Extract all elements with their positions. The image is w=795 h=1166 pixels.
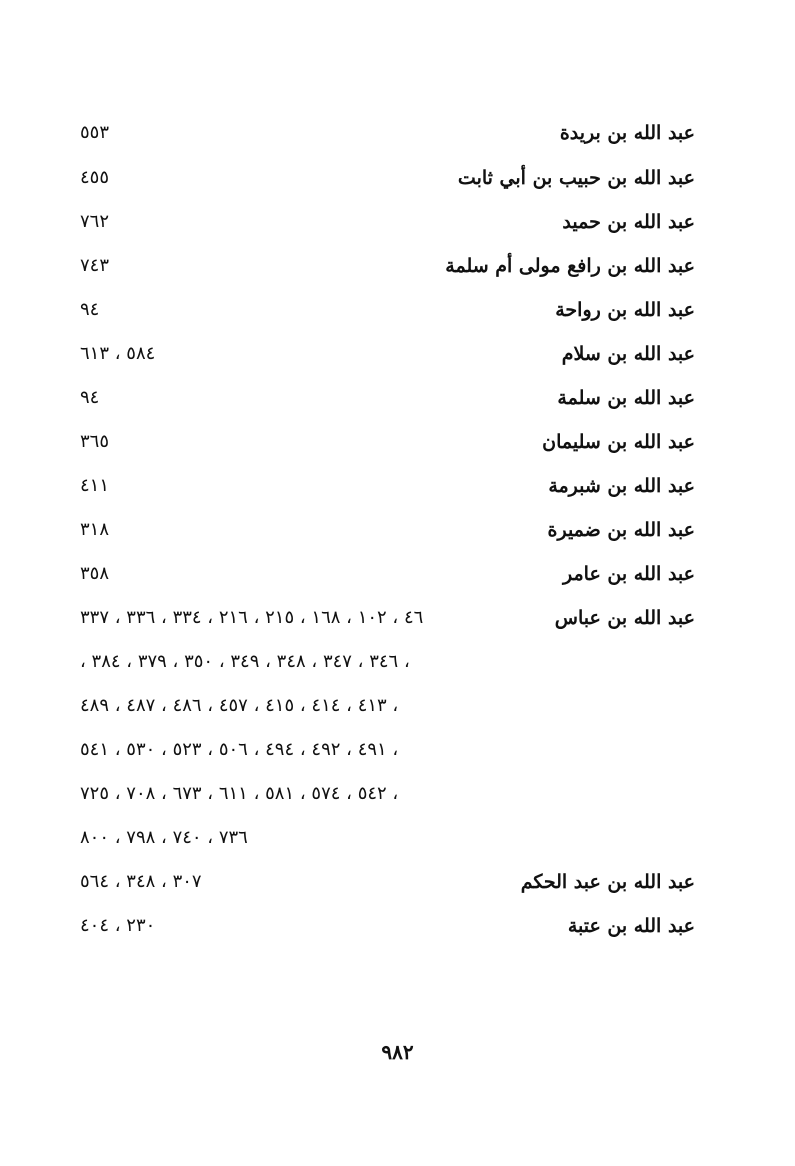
entry-name: عبد الله بن عامر — [563, 563, 695, 585]
entry-pages: ٣١٨ — [80, 519, 110, 540]
entry-name: عبد الله بن سلام — [561, 343, 695, 365]
entry-pages: ٤٥٥ — [80, 167, 110, 188]
entry-pages: ٢٣٠ ، ٤٠٤ — [80, 915, 156, 936]
entry-pages: ٧٦٢ — [80, 211, 110, 232]
index-entry — [80, 559, 695, 589]
index-entry — [80, 163, 695, 193]
entry-pages: ٩٤ — [80, 299, 100, 320]
entry-pages: ٤٩١ ، ٤٩٢ ، ٤٩٤ ، ٥٠٦ ، ٥٢٣ ، ٥٣٠ ، ٥٤١ ، — [80, 739, 399, 760]
entry-pages: ٣٥٨ — [80, 563, 110, 584]
index-entry — [80, 207, 695, 237]
index-entry — [80, 427, 695, 457]
index-entry — [80, 515, 695, 545]
entry-pages: ٤٦ ، ١٠٢ ، ١٦٨ ، ٢١٥ ، ٢١٦ ، ٣٣٤ ، ٣٣٦ ، ٣٣٧ — [80, 607, 424, 628]
entry-name: عبد الله بن رواحة — [555, 299, 695, 321]
index-entry — [80, 867, 695, 897]
entry-name: عبد الله بن سليمان — [542, 431, 695, 453]
entry-pages: ٥٤٢ ، ٥٧٤ ، ٥٨١ ، ٦١١ ، ٦٧٣ ، ٧٠٨ ، ٧٢٥ ، — [80, 783, 399, 804]
entry-name: عبد الله بن حميد — [562, 211, 695, 233]
entry-pages: ٧٤٣ — [80, 255, 110, 276]
entry-name: عبد الله بن شبرمة — [548, 475, 695, 497]
index-entry-continuation — [80, 779, 695, 809]
entry-name: عبد الله بن حبيب بن أبي ثابت — [457, 167, 695, 189]
index-entry-continuation — [80, 647, 695, 677]
entry-pages: ٣٦٥ — [80, 431, 110, 452]
entry-pages: ٤١٣ ، ٤١٤ ، ٤١٥ ، ٤٥٧ ، ٤٨٦ ، ٤٨٧ ، ٤٨٩ ، — [80, 695, 399, 716]
entry-name: عبد الله بن رافع مولى أم سلمة — [445, 255, 695, 277]
entry-name: عبد الله بن سلمة — [557, 387, 695, 409]
entry-name: عبد الله بن عباس — [554, 607, 695, 629]
index-entry-continuation — [80, 823, 695, 853]
entry-name: عبد الله بن عبد الحكم — [520, 871, 695, 893]
entry-pages: ، ٣٤٦ ، ٣٤٧ ، ٣٤٨ ، ٣٤٩ ، ٣٥٠ ، ٣٧٩ ، ٣٨٤ ، — [80, 651, 410, 672]
page-number: ٩٨٢ — [381, 1040, 414, 1064]
entry-pages: ٧٣٦ ، ٧٤٠ ، ٧٩٨ ، ٨٠٠ — [80, 827, 248, 848]
index-entry-continuation — [80, 691, 695, 721]
entry-name: عبد الله بن بريدة — [559, 122, 695, 144]
entry-name: عبد الله بن ضميرة — [547, 519, 695, 541]
index-entry — [80, 251, 695, 281]
index-entry — [80, 471, 695, 501]
entry-name: عبد الله بن عتبة — [567, 915, 695, 937]
entry-pages: ٩٤ — [80, 387, 100, 408]
index-entry — [80, 383, 695, 413]
index-entry-continuation — [80, 735, 695, 765]
index-entry — [80, 911, 695, 941]
index-entry — [80, 603, 695, 633]
entry-pages: ٣٠٧ ، ٣٤٨ ، ٥٦٤ — [80, 871, 202, 892]
entry-pages: ٥٨٤ ، ٦١٣ — [80, 343, 156, 364]
index-entry — [80, 295, 695, 325]
index-entry — [80, 339, 695, 369]
entry-pages: ٥٥٣ — [80, 122, 110, 143]
entry-pages: ٤١١ — [80, 475, 110, 496]
index-entry — [80, 118, 695, 148]
